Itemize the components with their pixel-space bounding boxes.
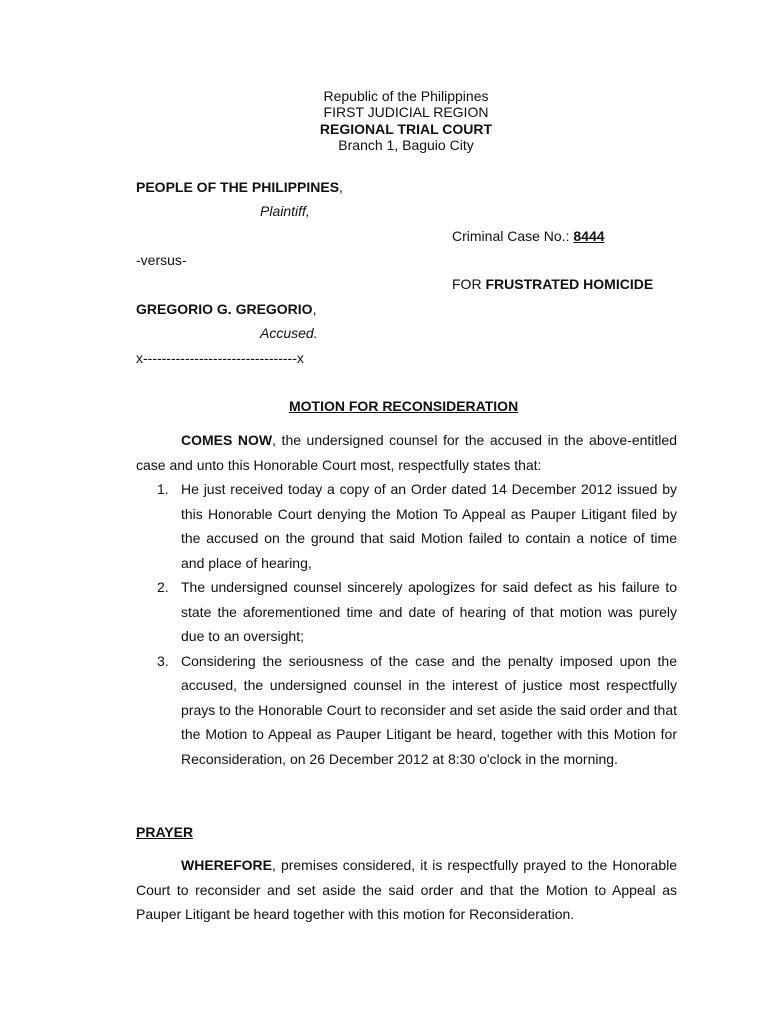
list-item — [136, 649, 677, 772]
accused-comma: , — [312, 301, 317, 317]
list-item-number: 2. — [157, 579, 169, 595]
plaintiff-role: Plaintiff, — [260, 203, 310, 219]
accused-line — [136, 301, 316, 317]
header-branch: Branch 1, Baguio City — [338, 137, 474, 153]
case-number-line — [452, 228, 605, 244]
numbered-list — [136, 477, 677, 771]
header-republic: Republic of the Philippines — [323, 88, 489, 104]
charge: FRUSTRATED HOMICIDE — [485, 276, 654, 292]
header-court: REGIONAL TRIAL COURT — [319, 121, 493, 137]
intro-paragraph — [136, 428, 677, 477]
intro-lead: COMES NOW — [181, 432, 273, 448]
plaintiff-comma: , — [339, 179, 343, 195]
prayer-paragraph — [136, 853, 677, 927]
list-item — [136, 575, 677, 649]
accused-name: GREGORIO G. GREGORIO — [136, 301, 313, 317]
plaintiff-line — [136, 179, 343, 195]
prayer-lead: WHEREFORE — [181, 857, 272, 873]
document-title: MOTION FOR RECONSIDERATION — [289, 398, 519, 414]
charge-line — [452, 276, 653, 292]
caption-separator: x---------------------------------x — [136, 350, 304, 366]
list-item-number: 3. — [157, 652, 169, 669]
list-item-number: 1. — [157, 481, 169, 497]
case-label: Criminal Case No.: — [452, 228, 570, 244]
prayer-heading: PRAYER — [136, 824, 194, 840]
list-item — [136, 477, 677, 575]
case-number: 8444 — [573, 228, 605, 244]
for-label: FOR — [452, 276, 482, 292]
prayer-text: , premises considered, it is respectfully prayed to the Honorable Court to reconsider and set aside the said order and that the Motion to Appeal as Pauper Litigant be heard together with this motion for Reconsideration. — [136, 857, 677, 922]
accused-role: Accused. — [260, 325, 318, 341]
header-region: FIRST JUDICIAL REGION — [323, 104, 489, 120]
list-item-text: He just received today a copy of an Order dated 14 December 2012 issued by this Honorable Court denying the Motion To Appeal as Pauper Litigant filed by the accused on the ground that said Motion failed to contain a notice of time and place of hearing, — [181, 481, 677, 571]
intro-text: , the undersigned counsel for the accused in the above-entitled case and unto this Honorable Court most, respectfully states that: — [136, 432, 677, 473]
list-item-text: The undersigned counsel sincerely apologizes for said defect as his failure to state the aforementioned time and date of hearing of that motion was purely due to an oversight; — [181, 579, 677, 644]
plaintiff-name: PEOPLE OF THE PHILIPPINES — [136, 179, 340, 195]
versus: -versus- — [136, 252, 187, 268]
list-item-text: Considering the seriousness of the case and the penalty imposed upon the accused, the undersigned counsel in the interest of justice most respectfully prays to the Honorable Court to reconsider and set aside the said order and that the Motion to Appeal as Pauper Litigant be heard, together with this Motion for Reconsideration, on 26 December 2012 at 8:30 o'clock in the morning. — [181, 652, 677, 767]
